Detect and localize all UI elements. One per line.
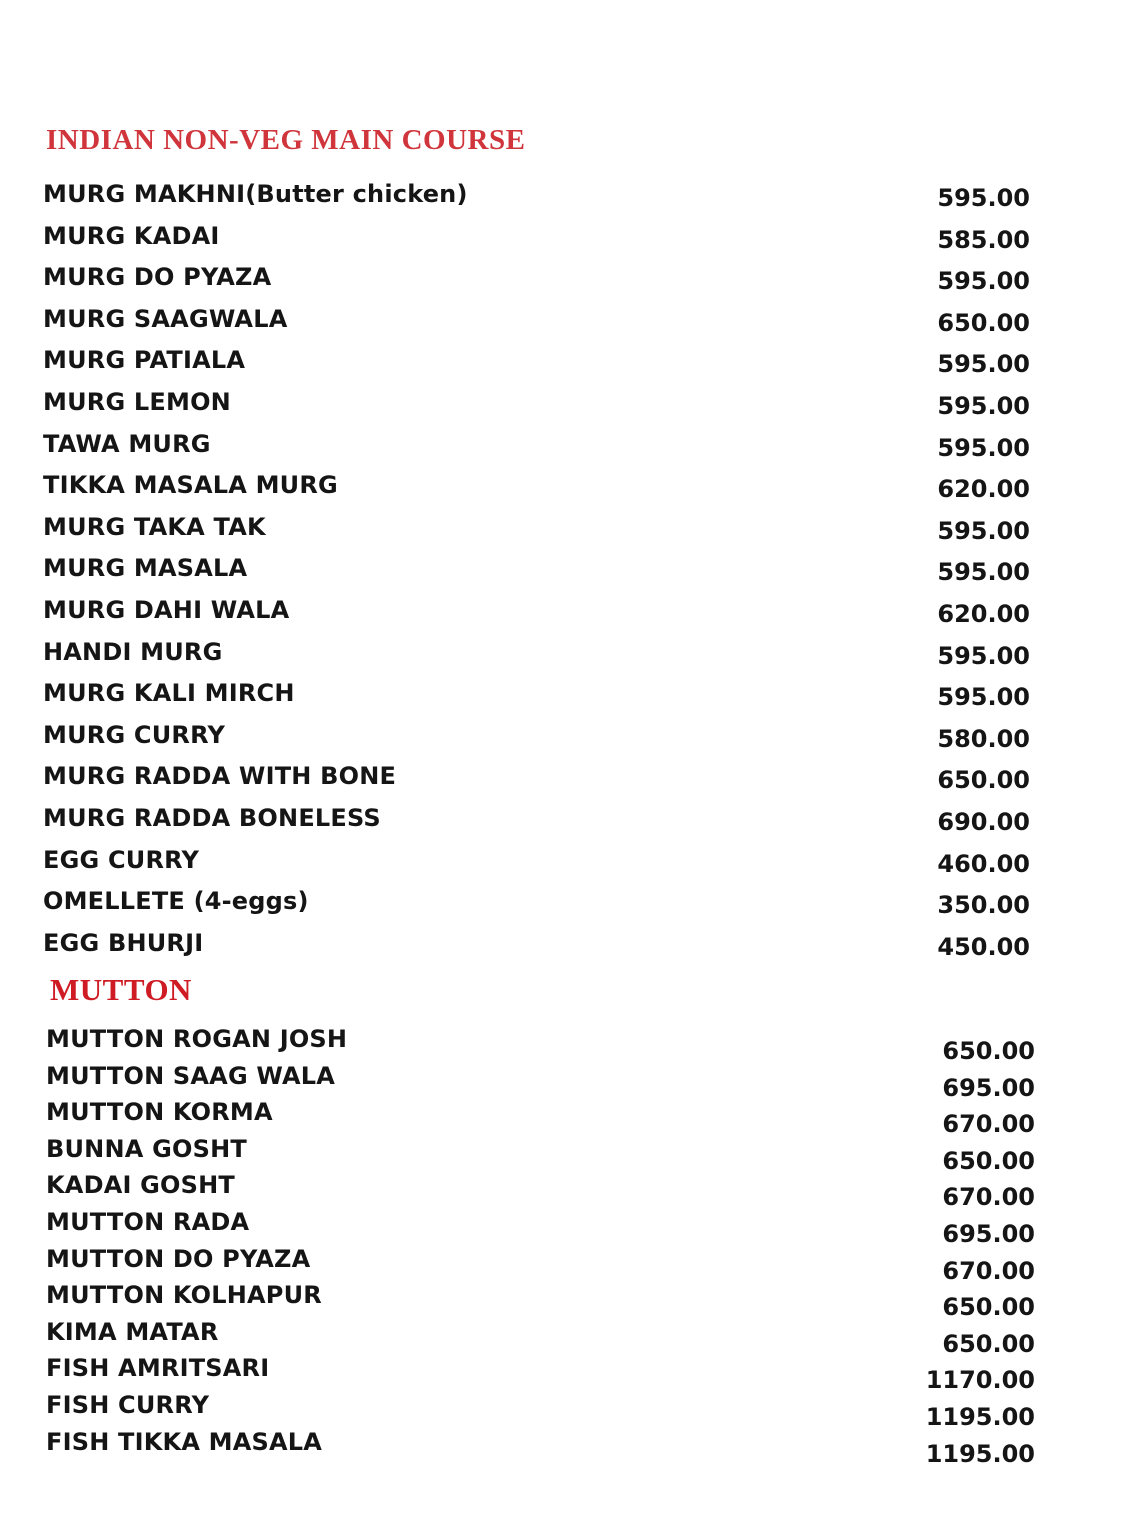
menu-item-name: FISH AMRITSARI [46, 1354, 270, 1383]
menu-list-mutton [0, 1025, 1140, 1468]
menu-item-row [0, 762, 1140, 804]
menu-item-row [0, 638, 1140, 680]
menu-item-name: MURG MAKHNI(Butter chicken) [43, 180, 468, 208]
menu-item-price: 650.00 [937, 766, 1030, 795]
menu-item-name: HANDI MURG [43, 637, 223, 666]
menu-item-price: 695.00 [942, 1219, 1035, 1248]
menu-list-non-veg-main-course [0, 180, 1140, 970]
menu-item-price: 595.00 [937, 641, 1030, 670]
menu-item-name: FISH TIKKA MASALA [46, 1427, 323, 1456]
menu-item-name: MURG KADAI [43, 221, 220, 250]
menu-item-price: 650.00 [942, 1146, 1035, 1175]
menu-item-name: MUTTON ROGAN JOSH [46, 1025, 348, 1053]
menu-item-price: 695.00 [942, 1073, 1035, 1102]
menu-item-price: 670.00 [942, 1110, 1035, 1139]
menu-item-row [0, 471, 1140, 513]
menu-item-price: 650.00 [942, 1293, 1035, 1322]
menu-item-name: KIMA MATAR [46, 1317, 219, 1346]
menu-item-row [0, 346, 1140, 388]
menu-item-row [0, 1317, 1140, 1358]
menu-item-price: 595.00 [937, 433, 1030, 462]
menu-item-row [0, 846, 1140, 888]
menu-item-price: 450.00 [937, 932, 1030, 961]
menu-item-row [0, 430, 1140, 472]
menu-item-name: TIKKA MASALA MURG [43, 471, 338, 500]
menu-item-name: MURG MASALA [43, 554, 248, 583]
menu-item-row [0, 1207, 1140, 1248]
menu-item-price: 650.00 [942, 1037, 1035, 1065]
menu-item-price: 1170.00 [925, 1366, 1035, 1395]
menu-item-name: MUTTON KORMA [46, 1098, 273, 1127]
menu-item-row [0, 1244, 1140, 1285]
menu-item-price: 670.00 [942, 1183, 1035, 1212]
menu-item-row [0, 887, 1140, 929]
menu-item-row [0, 180, 1140, 222]
menu-item-row [0, 222, 1140, 264]
menu-item-name: BUNNA GOSHT [46, 1134, 247, 1163]
menu-item-row [0, 929, 1140, 971]
menu-item-price: 595.00 [937, 516, 1030, 545]
menu-item-price: 585.00 [937, 225, 1030, 254]
menu-item-row [0, 1427, 1140, 1468]
menu-item-name: MURG PATIALA [43, 346, 246, 375]
menu-item-row [0, 721, 1140, 763]
menu-item-price: 595.00 [937, 558, 1030, 587]
menu-item-name: MUTTON RADA [46, 1207, 250, 1236]
menu-item-row [0, 679, 1140, 721]
section-title-non-veg-main-course: INDIAN NON-VEG MAIN COURSE [46, 124, 526, 156]
menu-item-name: MURG LEMON [43, 387, 231, 416]
menu-item-price: 620.00 [937, 599, 1030, 628]
menu-item-name: MURG RADDA BONELESS [43, 803, 381, 832]
menu-item-price: 1195.00 [925, 1439, 1035, 1468]
menu-item-name: KADAI GOSHT [46, 1171, 235, 1200]
menu-item-name: TAWA MURG [43, 429, 211, 458]
menu-item-price: 460.00 [937, 849, 1030, 878]
menu-item-price: 595.00 [937, 391, 1030, 420]
menu-item-price: 670.00 [942, 1256, 1035, 1285]
menu-item-name: MURG TAKA TAK [43, 512, 266, 541]
menu-item-row [0, 1134, 1140, 1175]
menu-item-price: 650.00 [942, 1329, 1035, 1358]
menu-item-name: MURG DO PYAZA [43, 263, 272, 292]
menu-item-row [0, 305, 1140, 347]
menu-item-price: 650.00 [937, 308, 1030, 337]
menu-item-price: 595.00 [937, 184, 1030, 212]
menu-item-name: MUTTON KOLHAPUR [46, 1281, 322, 1310]
menu-item-row [0, 1390, 1140, 1431]
menu-item-price: 1195.00 [925, 1402, 1035, 1431]
menu-item-row [0, 596, 1140, 638]
menu-item-name: OMELLETE (4-eggs) [43, 887, 309, 916]
menu-item-name: FISH CURRY [46, 1390, 210, 1419]
menu-item-price: 350.00 [937, 891, 1030, 920]
menu-item-row [0, 1171, 1140, 1212]
menu-item-name: MURG DAHI WALA [43, 595, 290, 624]
section-title-mutton: MUTTON [50, 972, 192, 1007]
menu-item-price: 690.00 [937, 807, 1030, 836]
menu-item-name: MUTTON DO PYAZA [46, 1244, 311, 1273]
menu-item-price: 595.00 [937, 350, 1030, 379]
menu-item-row [0, 804, 1140, 846]
menu-item-row [0, 388, 1140, 430]
menu-item-name: MUTTON SAAG WALA [46, 1061, 336, 1090]
menu-item-price: 620.00 [937, 475, 1030, 504]
menu-item-price: 595.00 [937, 267, 1030, 296]
menu-item-price: 580.00 [937, 724, 1030, 753]
menu-item-name: MURG SAAGWALA [43, 304, 288, 333]
menu-item-row [0, 513, 1140, 555]
menu-item-name: MURG RADDA WITH BONE [43, 762, 397, 791]
menu-item-row [0, 1098, 1140, 1139]
menu-item-row [0, 1354, 1140, 1395]
menu-item-row [0, 554, 1140, 596]
menu-item-name: MURG CURRY [43, 720, 226, 749]
menu-item-row [0, 1061, 1140, 1102]
menu-item-name: MURG KALI MIRCH [43, 679, 295, 708]
menu-item-row [0, 1025, 1140, 1065]
menu-item-row [0, 263, 1140, 305]
menu-item-name: EGG BHURJI [43, 928, 204, 957]
menu-item-name: EGG CURRY [43, 845, 200, 874]
menu-item-price: 595.00 [937, 683, 1030, 712]
menu-item-row [0, 1281, 1140, 1322]
